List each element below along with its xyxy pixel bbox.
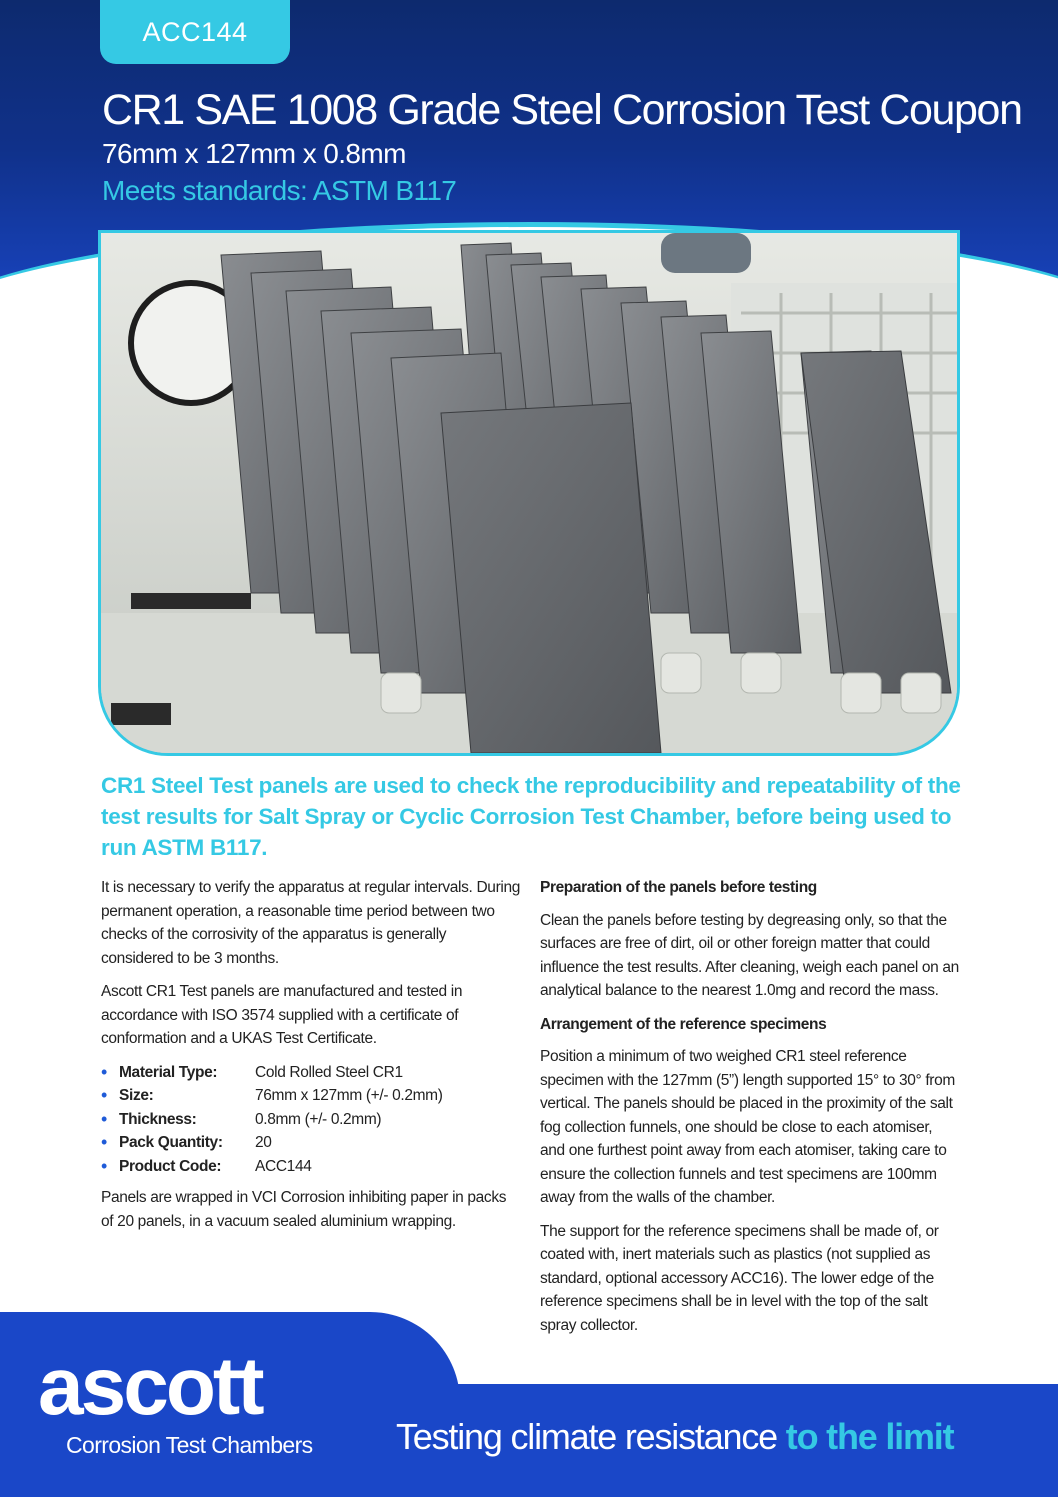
spec-list: [101, 1061, 521, 1179]
spec-value: 0.8mm (+/- 0.2mm): [255, 1110, 382, 1128]
bullet-icon: •: [101, 1132, 107, 1152]
product-dimensions: 76mm x 127mm x 0.8mm: [102, 138, 406, 169]
tagline-plain: Testing climate resistance: [396, 1416, 786, 1457]
arrangement-paragraph: Position a minimum of two weighed CR1 steel reference specimen with the 127mm (5”) length supported 15° to 30° from vertical. The panels should be placed in the proximity of the salt fog collection funnels, one should be close to each atomiser, and one furthest point away from each atomiser, taking care to ensure the collection funnels and test specimens are 100mm away from the walls of the chamber.: [540, 1048, 955, 1206]
spec-value: ACC144: [255, 1157, 312, 1175]
steel-test-panels-photo: [101, 233, 957, 753]
spec-value: 20: [255, 1134, 272, 1151]
support-paragraph: The support for the reference specimens shall be made of, or coated with, inert materials such as plastics (not supplied as standard, optional accessory ACC16). The lower edge of the reference specimens shall be in level with the top of the salt spray collector.: [540, 1222, 939, 1334]
standards-line: Meets standards: ASTM B117: [102, 175, 457, 206]
spec-key: Product Code:: [119, 1157, 222, 1175]
bullet-icon: •: [101, 1061, 107, 1082]
right-column: [540, 876, 960, 1347]
spec-item: [101, 1084, 521, 1108]
preparation-paragraph: Clean the panels before testing by degreasing only, so that the surfaces are free of dirt, oil or other foreign matter that could influence the test results. After cleaning, weigh each panel on an analytical balance to the nearest 1.0mg and record the mass.: [540, 911, 959, 999]
left-column: [101, 876, 521, 1243]
spec-value: Cold Rolled Steel CR1: [255, 1063, 403, 1081]
bullet-icon: •: [101, 1108, 107, 1129]
spec-item: [101, 1061, 521, 1085]
spec-key: Thickness:: [119, 1110, 197, 1128]
spec-item: [101, 1155, 521, 1179]
arrangement-heading: Arrangement of the reference specimens: [540, 1015, 827, 1033]
spec-value: 76mm x 127mm (+/- 0.2mm): [255, 1087, 443, 1104]
lead-paragraph: CR1 Steel Test panels are used to check the reproducibility and repeatability of the test results for Salt Spray or Cyclic Corrosion Test Chamber, before being used to run ASTM B117.: [101, 773, 961, 860]
product-code-tab: ACC144: [100, 0, 290, 64]
spec-key: Pack Quantity:: [119, 1134, 223, 1151]
spec-key: Material Type:: [119, 1063, 218, 1081]
spec-item: [101, 1131, 521, 1155]
footer: [0, 1312, 1058, 1497]
page-title: CR1 SAE 1008 Grade Steel Corrosion Test Coupon: [102, 86, 1022, 134]
bullet-icon: •: [101, 1155, 107, 1176]
spec-key: Size:: [119, 1087, 154, 1104]
product-photo: [98, 230, 960, 756]
bullet-icon: •: [101, 1085, 107, 1105]
preparation-heading: Preparation of the panels before testing: [540, 879, 817, 896]
manufacturing-paragraph: Ascott CR1 Test panels are manufactured and tested in accordance with ISO 3574 supplied with a certificate of conformation and a UKAS Test Certificate.: [101, 983, 463, 1047]
logo-subtitle: Corrosion Test Chambers: [66, 1432, 313, 1458]
tagline: [396, 1416, 953, 1458]
verification-paragraph: It is necessary to verify the apparatus at regular intervals. During permanent operation, a reasonable time period between two checks of the corrosivity of the apparatus is generally considered to be 3 months.: [101, 879, 521, 967]
ascott-logo: ascott: [38, 1341, 262, 1432]
spec-item: [101, 1108, 521, 1132]
tagline-accent: to the limit: [785, 1416, 954, 1457]
packaging-paragraph: Panels are wrapped in VCI Corrosion inhibiting paper in packs of 20 panels, in a vacuum sealed aluminium wrapping.: [101, 1189, 507, 1230]
